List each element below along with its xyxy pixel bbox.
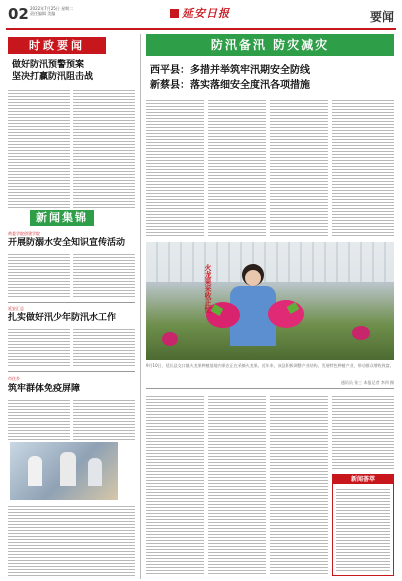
item2-body-col1: [8, 327, 70, 367]
item1-body-col1: [8, 252, 70, 298]
article-body-col4: [332, 98, 394, 238]
item1-body-col2: [73, 252, 135, 298]
lead-headline-1: 做好防汛预警预案: [12, 60, 85, 70]
item3-body-col2: [73, 398, 135, 440]
politics-band: 时政要闻: [8, 37, 106, 54]
lower-body-col2: [208, 394, 266, 576]
right-headline-1: 西平县：多措并举筑牢汛期安全防线: [150, 65, 310, 76]
lead-article-body-col1: [8, 88, 70, 208]
lower-body-col3: [270, 394, 328, 576]
section-title: 要闻: [369, 10, 394, 24]
news-roundup-band: 新闻集锦: [30, 210, 94, 226]
masthead-title: 延安日报: [182, 7, 230, 20]
article-body-col2: [208, 98, 266, 238]
item1-kicker: 黄委学院创建学院: [8, 231, 40, 236]
date-line: [30, 6, 110, 16]
right-headline-2: 新蔡县：落实落细安全度汛各项措施: [150, 80, 310, 91]
article-body-col1: [146, 98, 204, 238]
article-body-col3: [270, 98, 328, 238]
lead-headline-2: 坚决打赢防汛阻击战: [12, 72, 94, 82]
newspaper-logo-icon: [170, 9, 179, 18]
item2-body-col2: [73, 327, 135, 367]
editor-line: 责任编辑 美编: [30, 11, 56, 16]
divider: [8, 302, 135, 303]
item3-body-col1: [8, 398, 70, 440]
sidebar-box-body: [336, 487, 390, 571]
sidebar-box-title: 新闻荟萃: [333, 475, 393, 484]
sidebar-box: [332, 474, 394, 576]
page-number: 02: [8, 5, 29, 23]
masthead: [150, 3, 250, 23]
vaccination-photo: [10, 442, 118, 500]
lower-body-col1: [146, 394, 204, 576]
item1-headline: 开展防溺水安全知识宣传活动: [8, 238, 126, 248]
item2-kicker: 延安汇总: [8, 306, 24, 311]
column-divider: [140, 34, 141, 579]
flood-prevention-band: 防汛备汛 防灾减灾: [146, 34, 394, 56]
issue-date: 2022年7月25日 星期二: [30, 6, 74, 11]
divider: [8, 371, 135, 372]
item3-headline: 筑牢群体免疫屏障: [8, 384, 81, 394]
photo-credit: 通讯员 张三 本报记者 李四 摄: [340, 380, 394, 385]
item3-continued-body: [8, 504, 135, 576]
lead-article-body-col2: [73, 88, 135, 208]
dragon-fruit-photo: [146, 242, 394, 360]
header-rule: [6, 28, 396, 30]
photo-vertical-caption: 火龙果采收正忙: [204, 264, 212, 313]
item2-headline: 扎实做好汛少年防汛水工作: [8, 313, 117, 323]
item3-kicker: 市住乡: [8, 376, 20, 381]
divider: [146, 388, 394, 389]
lower-body-col4: [332, 394, 394, 470]
photo-caption: 9月10日，延长县交口镇火龙果种植基地内果农正在采摘火龙果。近年来，该县积极调整产业结构，发展特色种植产业，带动群众增收致富。: [146, 363, 394, 368]
